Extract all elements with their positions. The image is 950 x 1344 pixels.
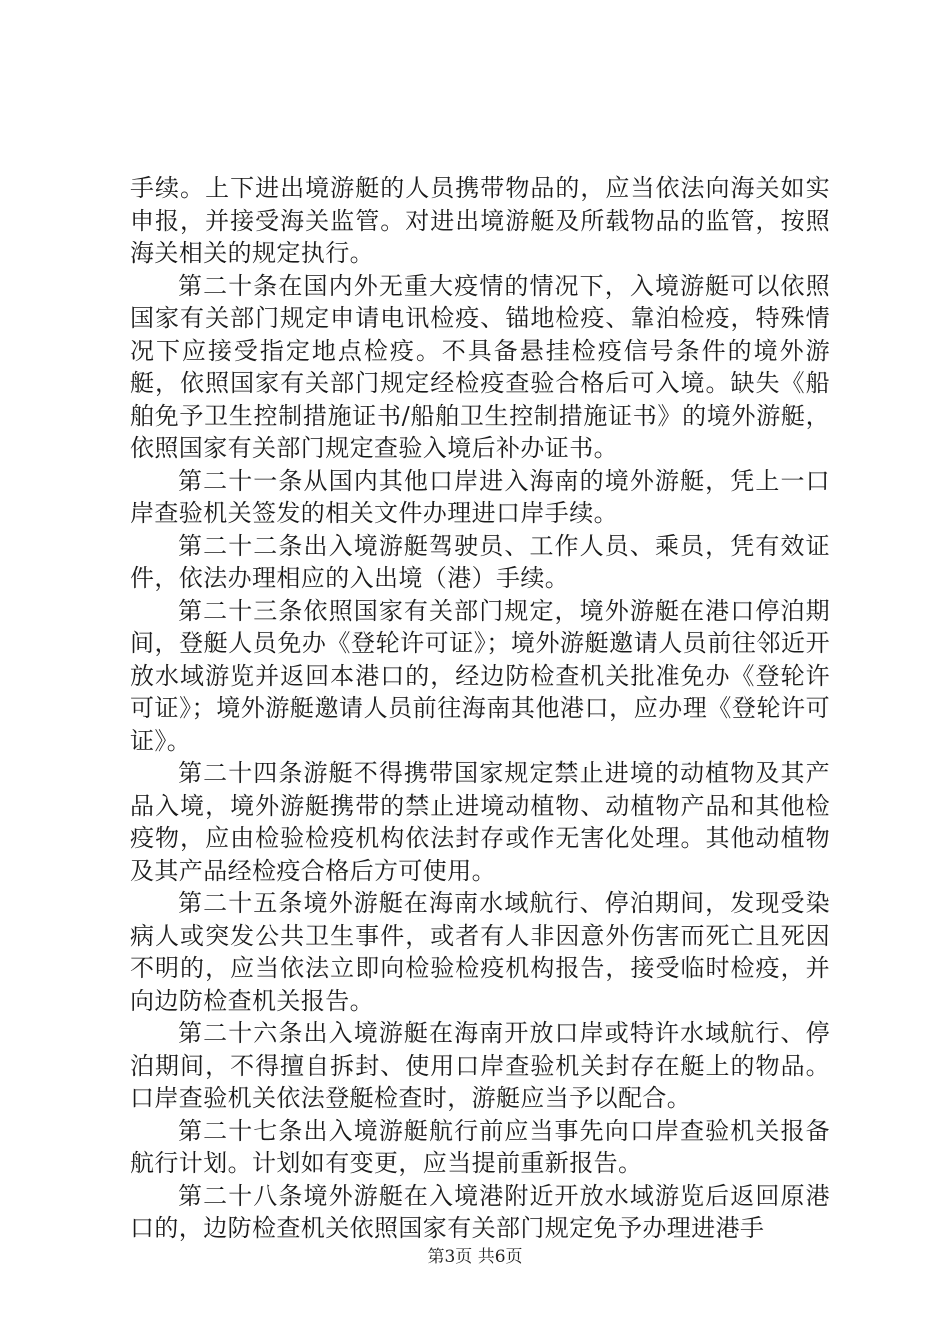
paragraph-article-20: 第二十条在国内外无重大疫情的情况下，入境游艇可以依照国家有关部门规定申请电讯检疫、锚地检疫、靠泊检疫，特殊情况下应接受指定地点检疫。不具备悬挂检疫信号条件的境外游艇，依照国家有关部门规定经检疫查验合格后可入境。缺失《船舶免予卫生控制措施证书/船舶卫生控制措施证书》的境外游艇，依照国家有关部门规定查验入境后补办证书。 <box>130 271 830 462</box>
paragraph-article-25: 第二十五条境外游艇在海南水域航行、停泊期间，发现受染病人或突发公共卫生事件，或者有人非因意外伤害而死亡且死因不明的，应当依法立即向检验检疫机构报告，接受临时检疫，并向边防检查机关报告。 <box>130 889 830 1015</box>
paragraph-article-27: 第二十七条出入境游艇航行前应当事先向口岸查验机关报备航行计划。计划如有变更，应当提前重新报告。 <box>130 1116 830 1177</box>
paragraph-article-26: 第二十六条出入境游艇在海南开放口岸或特许水域航行、停泊期间，不得擅自拆封、使用口岸查验机关封存在艇上的物品。口岸查验机关依法登艇检查时，游艇应当予以配合。 <box>130 1019 830 1112</box>
paragraph-article-24: 第二十四条游艇不得携带国家规定禁止进境的动植物及其产品入境，境外游艇携带的禁止进境动植物、动植物产品和其他检疫物，应由检验检疫机构依法封存或作无害化处理。其他动植物及其产品经检疫合格后方可使用。 <box>130 759 830 885</box>
paragraph-article-22: 第二十二条出入境游艇驾驶员、工作人员、乘员，凭有效证件，依法办理相应的入出境（港）手续。 <box>130 531 830 592</box>
paragraph-article-23: 第二十三条依照国家有关部门规定，境外游艇在港口停泊期间，登艇人员免办《登轮许可证》；境外游艇邀请人员前往邻近开放水域游览并返回本港口的，经边防检查机关批准免办《登轮许可证》；境外游艇邀请人员前往海南其他港口，应办理《登轮许可证》。 <box>130 596 830 755</box>
document-body <box>130 172 830 1245</box>
page-number-footer: 第3页 共6页 <box>427 1247 523 1267</box>
paragraph-article-28: 第二十八条境外游艇在入境港附近开放水域游览后返回原港口的，边防检查机关依照国家有关部门规定免予办理进港手 <box>130 1181 830 1242</box>
paragraph-article-21: 第二十一条从国内其他口岸进入海南的境外游艇，凭上一口岸查验机关签发的相关文件办理进口岸手续。 <box>130 466 830 527</box>
paragraph: 手续。上下进出境游艇的人员携带物品的，应当依法向海关如实申报，并接受海关监管。对进出境游艇及所载物品的监管，按照海关相关的规定执行。 <box>130 174 830 267</box>
